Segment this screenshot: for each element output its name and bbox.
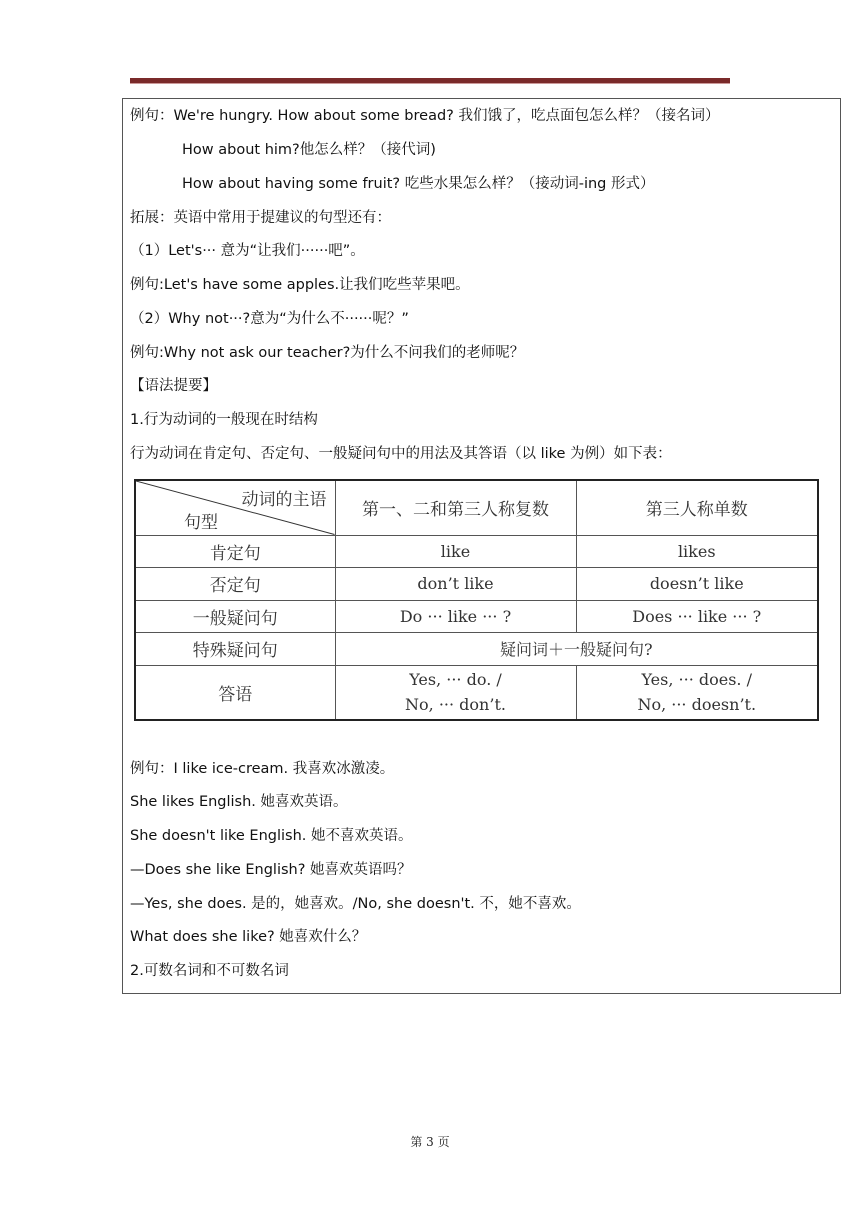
row-label: 一般疑问句 [135,600,335,632]
row-label: 特殊疑问句 [135,632,335,665]
row-label: 肯定句 [135,535,335,567]
text-line: （1）Let's··· 意为“让我们······吧”。 [130,243,365,259]
answer-line: No, ··· don’t. [405,695,506,715]
page-number: 第 3 页 [410,1135,450,1149]
column-header: 第一、二和第三人称复数 [335,480,576,535]
text-line: What does she like? 她喜欢什么？ [130,929,367,945]
text-line: 拓展：英语中常用于提建议的句型还有： [130,210,391,226]
table-row [135,632,818,665]
table-corner-cell [135,480,335,535]
row-label: 答语 [135,665,335,720]
text-line: 例句:Let's have some apples.让我们吃些苹果吧。 [130,277,470,293]
text-line: 行为动词在肯定句、否定句、一般疑问句中的用法及其答语（以 like 为例）如下表： [130,446,672,462]
corner-top-label: 动词的主语 [241,490,327,510]
table-row [135,535,818,567]
table-cell: Do ··· like ··· ? [335,600,576,632]
table-cell [335,665,576,720]
text-line: 例句:Why not ask our teacher?为什么不问我们的老师呢？ [130,345,525,361]
table-cell: like [335,535,576,567]
text-line: How about him?他怎么样？（接代词) [182,142,436,158]
table-row [135,600,818,632]
row-label: 否定句 [135,567,335,600]
text-line: （2）Why not···?意为“为什么不······呢？” [130,311,409,327]
text-line: —Does she like English? 她喜欢英语吗？ [130,862,412,878]
table-cell: 疑问词＋一般疑问句? [335,632,818,665]
text-line: How about having some fruit? 吃些水果怎么样？（接动词-ing 形式） [182,176,655,192]
section-heading: 【语法提要】 [130,378,217,394]
table-cell [576,665,818,720]
text-line: She doesn't like English. 她不喜欢英语。 [130,828,413,844]
text-line: She likes English. 她喜欢英语。 [130,794,348,810]
table-cell: Does ··· like ··· ? [576,600,818,632]
answer-line: Yes, ··· do. / [409,670,502,690]
text-line: —Yes, she does. 是的，她喜欢。/No, she doesn't. 不，她不喜欢。 [130,896,581,912]
section-heading: 2.可数名词和不可数名词 [130,963,289,979]
table-row [135,665,818,720]
text-line: 例句：I like ice-cream. 我喜欢冰激凌。 [130,761,395,777]
answer-line: Yes, ··· does. / [641,670,752,690]
answer-line: No, ··· doesn’t. [637,695,757,715]
table-cell: likes [576,535,818,567]
header-rule [130,78,730,84]
corner-bottom-label: 句型 [184,512,218,533]
table-row [135,567,818,600]
table-cell: don’t like [335,567,576,600]
table-cell: doesn’t like [576,567,818,600]
text-line: 1.行为动词的一般现在时结构 [130,412,318,428]
text-line: 例句：We're hungry. How about some bread? 我们饿了，吃点面包怎么样？（接名词） [130,108,720,124]
grammar-table [134,479,819,721]
column-header: 第三人称单数 [576,480,818,535]
